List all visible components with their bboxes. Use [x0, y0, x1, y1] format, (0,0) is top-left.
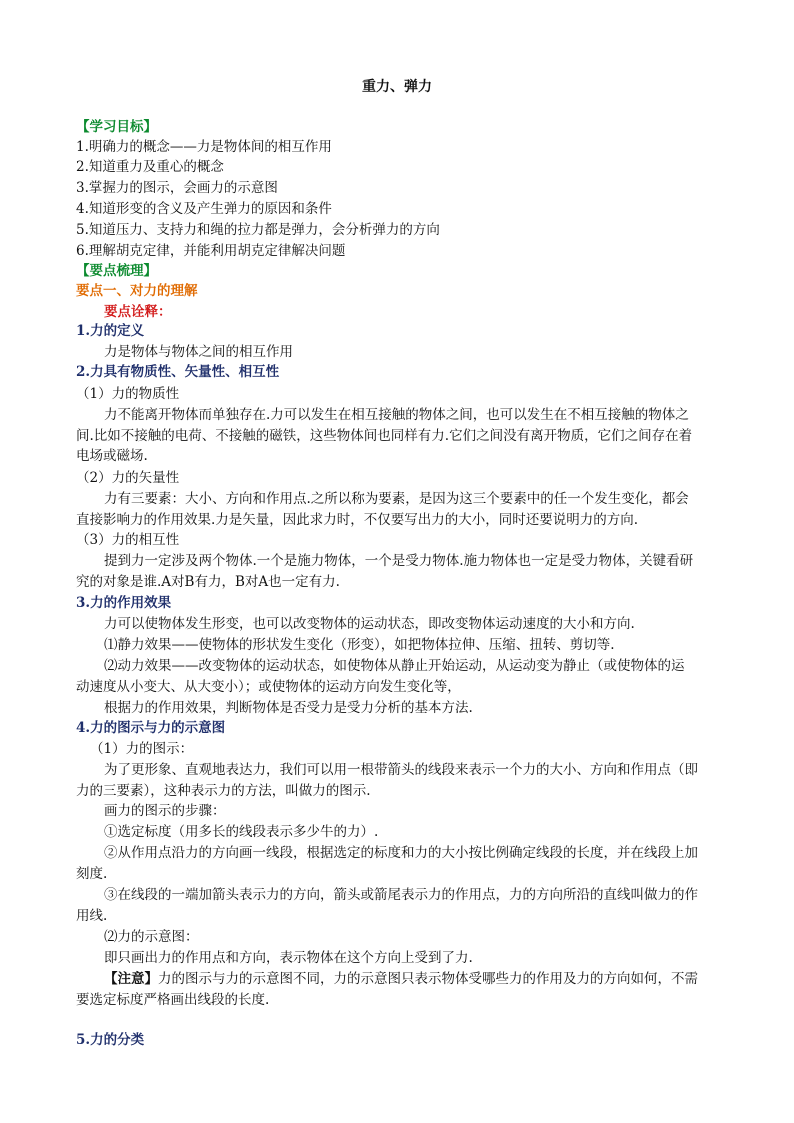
paragraph-line: 画力的图示的步骤： [104, 803, 226, 819]
section-heading: 3.力的作用效果 [76, 595, 172, 611]
paragraph-line: ③在线段的一端加箭头表示力的方向，箭头或箭尾表示力的作用点，力的方向所沿的直线叫做力的作 [104, 887, 698, 903]
paragraph-line: 要选定标度严格画出线段的长度. [76, 992, 270, 1008]
paragraph-line: 究的对象是谁.A对B有力，B对A也一定有力. [76, 574, 340, 590]
page-title: 重力、弹力 [362, 79, 432, 95]
paragraph-line: 力是物体与物体之间的相互作用 [104, 344, 293, 360]
paragraph-line: 力有三要素：大小、方向和作用点.之所以称为要素，是因为这三个要素中的任一个发生变化，都会 [104, 491, 689, 507]
objective-item: 6.理解胡克定律，并能利用胡克定律解决问题 [76, 243, 346, 259]
paragraph-line: 根据力的作用效果，判断物体是否受力是受力分析的基本方法. [104, 700, 473, 716]
objective-item: 5.知道压力、支持力和绳的拉力都是弹力，会分析弹力的方向 [76, 222, 440, 238]
paragraph-line: 刻度. [76, 866, 108, 882]
paragraph-line: 用线. [76, 908, 108, 924]
note-line [104, 969, 698, 989]
paragraph-line: 力不能离开物体而单独存在.力可以发生在相互接触的物体之间，也可以发生在不相互接触的物体之 [104, 407, 689, 423]
paragraph-line: 直接影响力的作用效果.力是矢量，因此求力时，不仅要写出力的大小，同时还要说明力的方向. [76, 512, 639, 528]
subsection-heading: （3）力的相互性 [76, 532, 180, 548]
paragraph-line: ⑴静力效果——使物体的形状发生变化（形变），如把物体拉伸、压缩、扭转、剪切等. [104, 637, 615, 653]
objective-item: 1.明确力的概念——力是物体间的相互作用 [76, 139, 332, 155]
paragraph-line: 电场或磁场. [76, 448, 148, 464]
paragraph-line: 动速度从小变大、从大变小）；或使物体的运动方向发生变化等， [76, 679, 461, 695]
objective-item: 3.掌握力的图示，会画力的示意图 [76, 180, 278, 196]
section-heading: 4.力的图示与力的示意图 [76, 720, 226, 736]
note-label: 【注意】 [104, 971, 158, 987]
objectives-header: 【学习目标】 [76, 119, 157, 135]
paragraph-line: 力的三要素），这种表示力的方法，叫做力的图示. [76, 783, 371, 799]
paragraph-line: ②从作用点沿力的方向画一线段，根据选定的标度和力的大小按比例确定线段的长度，并在线段上加 [104, 845, 698, 861]
point-explain-label: 要点诠释： [104, 304, 172, 320]
note-text: 力的图示与力的示意图不同，力的示意图只表示物体受哪些力的作用及力的方向如何，不需 [158, 971, 698, 987]
paragraph-line: ①选定标度（用多长的线段表示多少牛的力）. [104, 824, 379, 840]
paragraph-line: 即只画出力的作用点和方向，表示物体在这个方向上受到了力. [104, 950, 473, 966]
subsection-heading: （2）力的矢量性 [76, 470, 180, 486]
summary-header: 【要点梳理】 [76, 263, 157, 279]
section-heading: 5.力的分类 [76, 1032, 145, 1048]
subsection-heading: （1）力的物质性 [76, 386, 180, 402]
point1-title: 要点一、对力的理解 [76, 283, 198, 299]
paragraph-line: ⑵动力效果——改变物体的运动状态，如使物体从静止开始运动，从运动变为静止（或使物体的运 [104, 658, 685, 674]
subsection-heading: ⑵力的示意图： [104, 929, 199, 945]
objective-item: 4.知道形变的含义及产生弹力的原因和条件 [76, 201, 332, 217]
section-heading: 1.力的定义 [76, 323, 145, 339]
objective-item: 2.知道重力及重心的概念 [76, 159, 224, 175]
paragraph-line: 间.比如不接触的电荷、不接触的磁铁，这些物体间也同样有力.它们之间没有离开物质，它们之间存在着 [76, 428, 693, 444]
paragraph-line: 提到力一定涉及两个物体.一个是施力物体，一个是受力物体.施力物体也一定是受力物体，关键看研 [104, 553, 694, 569]
section-heading: 2.力具有物质性、矢量性、相互性 [76, 364, 280, 380]
paragraph-line: 为了更形象、直观地表达力，我们可以用一根带箭头的线段来表示一个力的大小、方向和作用点（即 [104, 762, 698, 778]
paragraph-line: 力可以使物体发生形变，也可以改变物体的运动状态，即改变物体运动速度的大小和方向. [104, 616, 635, 632]
subsection-heading: （1）力的图示： [90, 741, 194, 757]
